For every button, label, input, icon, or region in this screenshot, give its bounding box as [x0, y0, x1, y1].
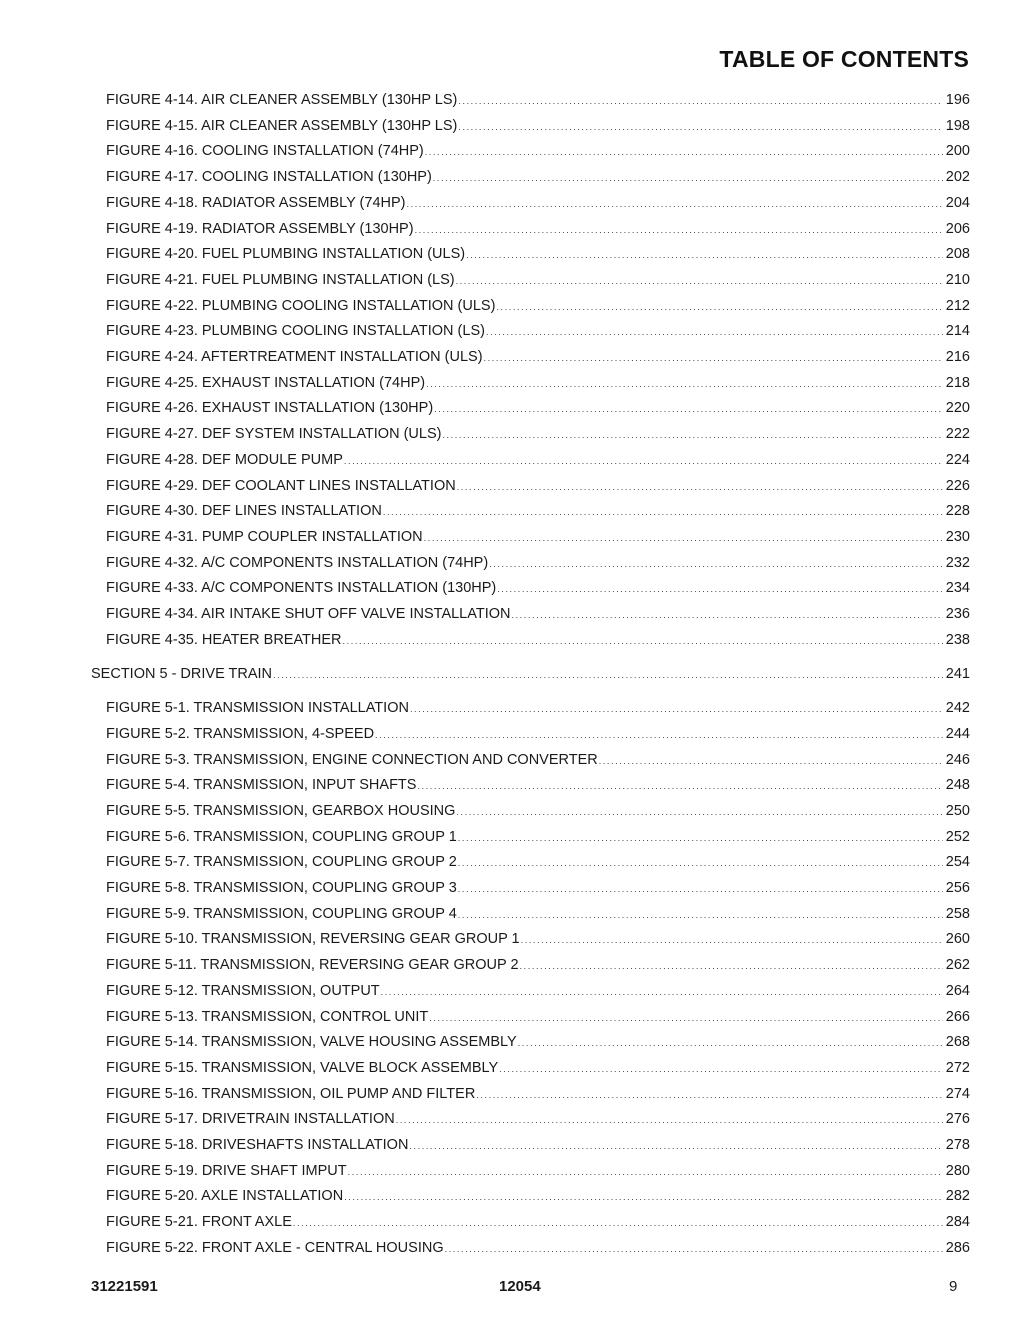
toc-dot-leader: [456, 803, 942, 821]
toc-entry-page-number: 254: [945, 854, 970, 871]
toc-dot-leader: [415, 221, 943, 239]
toc-figure-entry[interactable]: [106, 605, 970, 624]
toc-dot-leader: [409, 1137, 942, 1155]
toc-entry-page-number: 256: [945, 880, 970, 896]
toc-entry-label: FIGURE 5-2. TRANSMISSION, 4-SPEED: [106, 725, 375, 742]
toc-figure-entry[interactable]: [106, 879, 970, 898]
toc-dot-leader: [396, 1111, 943, 1129]
toc-entry-page-number: 252: [945, 828, 970, 845]
toc-dot-leader: [457, 478, 943, 496]
toc-figure-entry[interactable]: [106, 1008, 970, 1027]
toc-figure-entry[interactable]: [106, 502, 970, 521]
toc-figure-entry[interactable]: [106, 828, 970, 847]
toc-entry-page-number: 236: [945, 606, 970, 622]
toc-dot-leader: [434, 400, 943, 418]
toc-dot-leader: [344, 452, 943, 470]
toc-figure-entry[interactable]: [106, 802, 970, 821]
toc-dot-leader: [497, 580, 943, 598]
toc-entry-label: FIGURE 4-27. DEF SYSTEM INSTALLATION (ULS): [106, 426, 442, 443]
toc-dot-leader: [489, 555, 943, 573]
toc-entry-label: FIGURE 5-14. TRANSMISSION, VALVE HOUSING ASSEMBLY: [106, 1034, 517, 1051]
toc-entry-label: FIGURE 4-17. COOLING INSTALLATION (130HP): [106, 169, 432, 186]
toc-entry-label: FIGURE 4-20. FUEL PLUMBING INSTALLATION (ULS): [106, 246, 466, 263]
toc-dot-leader: [456, 272, 943, 290]
toc-dot-leader: [348, 1163, 943, 1181]
toc-entry-page-number: 204: [945, 194, 970, 211]
toc-entry-page-number: 214: [945, 323, 970, 340]
toc-entry-page-number: 284: [945, 1214, 970, 1231]
toc-entry-page-number: 198: [945, 117, 970, 134]
toc-figure-entry[interactable]: [106, 699, 970, 718]
toc-entry-label: FIGURE 4-14. AIR CLEANER ASSEMBLY (130HP LS): [106, 92, 458, 108]
toc-entry-page-number: 226: [945, 477, 970, 494]
toc-figure-entry[interactable]: [106, 554, 970, 573]
toc-dot-leader: [458, 906, 943, 924]
toc-entry-page-number: 244: [945, 725, 970, 742]
toc-figure-entry[interactable]: [106, 853, 970, 872]
toc-entry-label: FIGURE 5-12. TRANSMISSION, OUTPUT: [106, 982, 380, 999]
toc-entry-page-number: 216: [945, 349, 970, 365]
toc-figure-entry[interactable]: [106, 1239, 970, 1258]
toc-figure-entry[interactable]: [106, 751, 970, 770]
toc-figure-entry[interactable]: [106, 168, 970, 187]
toc-entry-page-number: 222: [945, 426, 970, 443]
toc-entry-page-number: 228: [945, 503, 970, 520]
toc-entry-page-number: 241: [945, 665, 970, 682]
toc-dot-leader: [466, 246, 943, 264]
footer-page-number: 9: [949, 1278, 958, 1295]
toc-figure-entry[interactable]: [106, 399, 970, 418]
toc-entry-page-number: 210: [945, 271, 970, 288]
toc-dot-leader: [424, 529, 943, 547]
toc-figure-entry[interactable]: [106, 297, 970, 316]
toc-entry-page-number: 234: [945, 580, 970, 597]
toc-entry-label: FIGURE 5-4. TRANSMISSION, INPUT SHAFTS: [106, 777, 417, 794]
toc-dot-leader: [599, 752, 943, 770]
toc-dot-leader: [458, 829, 943, 847]
toc-entry-label: FIGURE 4-26. EXHAUST INSTALLATION (130HP): [106, 400, 434, 417]
toc-figure-entry[interactable]: [106, 1136, 970, 1155]
toc-entry-label: FIGURE 4-25. EXHAUST INSTALLATION (74HP): [106, 374, 426, 391]
toc-dot-leader: [458, 880, 943, 898]
toc-dot-leader: [426, 375, 943, 393]
toc-entry-label: FIGURE 5-6. TRANSMISSION, COUPLING GROUP 1: [106, 828, 457, 845]
toc-dot-leader: [442, 426, 942, 444]
toc-entry-label: FIGURE 5-10. TRANSMISSION, REVERSING GEAR GROUP 1: [106, 931, 520, 948]
footer-document-number: 31221591: [91, 1278, 158, 1295]
toc-figure-entry[interactable]: [106, 776, 970, 795]
toc-entry-page-number: 242: [945, 700, 970, 717]
toc-entry-page-number: 218: [945, 374, 970, 391]
toc-entry-label: FIGURE 4-28. DEF MODULE PUMP: [106, 451, 343, 468]
toc-figure-entry[interactable]: [106, 631, 970, 650]
toc-dot-leader: [273, 666, 943, 684]
toc-dot-leader: [375, 726, 943, 744]
toc-entry-label: FIGURE 4-19. RADIATOR ASSEMBLY (130HP): [106, 220, 414, 237]
toc-figure-entry[interactable]: [106, 271, 970, 290]
toc-dot-leader: [425, 143, 943, 161]
toc-figure-entry[interactable]: [106, 956, 970, 975]
toc-entry-label: FIGURE 5-9. TRANSMISSION, COUPLING GROUP 4: [106, 905, 457, 922]
toc-entry-page-number: 250: [945, 802, 970, 819]
toc-entry-label: FIGURE 4-29. DEF COOLANT LINES INSTALLATION: [106, 477, 456, 494]
toc-dot-leader: [486, 323, 943, 341]
toc-entry-label: FIGURE 4-23. PLUMBING COOLING INSTALLATION (LS): [106, 323, 485, 340]
toc-figure-entry[interactable]: [106, 1085, 970, 1104]
toc-entry-label: SECTION 5 - DRIVE TRAIN: [91, 665, 273, 682]
toc-entry-page-number: 238: [945, 631, 970, 648]
toc-entry-label: FIGURE 4-16. COOLING INSTALLATION (74HP): [106, 143, 424, 160]
toc-dot-leader: [293, 1214, 943, 1232]
toc-figure-entry[interactable]: [106, 477, 970, 496]
toc-entry-label: FIGURE 4-34. AIR INTAKE SHUT OFF VALVE INSTALLATION: [106, 606, 511, 622]
toc-entry-label: FIGURE 5-22. FRONT AXLE - CENTRAL HOUSING: [106, 1239, 444, 1256]
toc-entry-page-number: 200: [945, 143, 970, 160]
toc-figure-entry[interactable]: [106, 905, 970, 924]
toc-entry-label: FIGURE 5-20. AXLE INSTALLATION: [106, 1188, 344, 1205]
toc-entry-label: FIGURE 5-13. TRANSMISSION, CONTROL UNIT: [106, 1008, 429, 1025]
toc-entry-page-number: 232: [945, 554, 970, 571]
toc-entry-label: FIGURE 5-3. TRANSMISSION, ENGINE CONNECTION AND CONVERTER: [106, 751, 598, 768]
toc-entry-label: FIGURE 5-18. DRIVESHAFTS INSTALLATION: [106, 1137, 409, 1153]
toc-entry-page-number: 208: [945, 246, 970, 263]
toc-figure-entry[interactable]: [106, 982, 970, 1001]
toc-figure-entry[interactable]: [106, 1162, 970, 1181]
toc-dot-leader: [344, 1188, 943, 1206]
toc-dot-leader: [458, 854, 943, 872]
toc-figure-entry[interactable]: [106, 348, 970, 367]
toc-entry-label: FIGURE 4-22. PLUMBING COOLING INSTALLATION (ULS): [106, 297, 496, 314]
toc-dot-leader: [518, 1034, 943, 1052]
toc-dot-leader: [383, 503, 943, 521]
toc-figure-entry[interactable]: [106, 451, 970, 470]
toc-figure-entry[interactable]: [106, 725, 970, 744]
toc-figure-entry[interactable]: [106, 91, 970, 110]
toc-entry-page-number: 272: [945, 1059, 970, 1076]
toc-entry-page-number: 278: [945, 1137, 970, 1153]
toc-entry-label: FIGURE 5-7. TRANSMISSION, COUPLING GROUP 2: [106, 854, 457, 871]
toc-entry-label: FIGURE 5-19. DRIVE SHAFT IMPUT: [106, 1162, 347, 1179]
toc-entry-label: FIGURE 5-5. TRANSMISSION, GEARBOX HOUSING: [106, 802, 456, 819]
toc-entry-label: FIGURE 4-15. AIR CLEANER ASSEMBLY (130HP LS): [106, 117, 458, 134]
toc-entry-page-number: 206: [945, 220, 970, 237]
toc-entry-label: FIGURE 4-32. A/C COMPONENTS INSTALLATION (74HP): [106, 554, 489, 571]
toc-entry-page-number: 258: [945, 905, 970, 922]
toc-entry-label: FIGURE 4-30. DEF LINES INSTALLATION: [106, 503, 382, 520]
toc-figure-entry[interactable]: [106, 220, 970, 239]
toc-entry-label: FIGURE 4-33. A/C COMPONENTS INSTALLATION (130HP): [106, 580, 497, 597]
toc-entry-label: FIGURE 4-31. PUMP COUPLER INSTALLATION: [106, 528, 423, 545]
toc-dot-leader: [484, 349, 943, 367]
toc-entry-label: FIGURE 5-17. DRIVETRAIN INSTALLATION: [106, 1111, 395, 1128]
toc-dot-leader: [429, 1009, 943, 1027]
toc-entry-page-number: 262: [945, 957, 970, 974]
toc-dot-leader: [343, 632, 943, 650]
toc-entry-page-number: 286: [945, 1239, 970, 1256]
toc-figure-entry[interactable]: [106, 1033, 970, 1052]
toc-entry-page-number: 260: [945, 931, 970, 948]
toc-entry-page-number: 224: [945, 451, 970, 468]
toc-figure-entry[interactable]: [106, 1059, 970, 1078]
toc-figure-entry[interactable]: [106, 117, 970, 136]
toc-figure-entry[interactable]: [106, 245, 970, 264]
toc-entry-label: FIGURE 4-18. RADIATOR ASSEMBLY (74HP): [106, 194, 406, 211]
toc-dot-leader: [417, 777, 942, 795]
toc-entry-page-number: 276: [945, 1111, 970, 1128]
footer-serial-number: 12054: [499, 1278, 541, 1295]
toc-dot-leader: [496, 298, 942, 316]
toc-dot-leader: [458, 118, 942, 136]
toc-entry-label: FIGURE 4-21. FUEL PLUMBING INSTALLATION (LS): [106, 271, 455, 288]
toc-entry-page-number: 266: [945, 1008, 970, 1025]
toc-section-entry[interactable]: [91, 665, 970, 684]
toc-entry-page-number: 268: [945, 1034, 970, 1051]
toc-entry-page-number: 264: [945, 982, 970, 999]
toc-entry-page-number: 202: [945, 169, 970, 186]
toc-dot-leader: [410, 700, 943, 718]
toc-figure-entry[interactable]: [106, 425, 970, 444]
toc-entry-label: FIGURE 4-24. AFTERTREATMENT INSTALLATION (ULS): [106, 349, 483, 365]
toc-entry-label: FIGURE 5-11. TRANSMISSION, REVERSING GEAR GROUP 2: [106, 957, 519, 974]
toc-dot-leader: [433, 169, 943, 187]
toc-dot-leader: [521, 931, 943, 949]
toc-entry-label: FIGURE 5-15. TRANSMISSION, VALVE BLOCK ASSEMBLY: [106, 1059, 499, 1076]
toc-dot-leader: [511, 606, 942, 624]
toc-figure-entry[interactable]: [106, 142, 970, 161]
toc-figure-entry[interactable]: [106, 374, 970, 393]
toc-figure-entry[interactable]: [106, 1110, 970, 1129]
toc-entry-page-number: 282: [945, 1188, 970, 1205]
toc-dot-leader: [445, 1240, 943, 1258]
toc-entry-page-number: 220: [945, 400, 970, 417]
toc-entry-page-number: 212: [945, 297, 970, 314]
toc-figure-entry[interactable]: [106, 930, 970, 949]
toc-entry-label: FIGURE 5-21. FRONT AXLE: [106, 1214, 292, 1231]
toc-entry-page-number: 246: [945, 751, 970, 768]
toc-figure-entry[interactable]: [106, 1187, 970, 1206]
toc-entry-label: FIGURE 5-16. TRANSMISSION, OIL PUMP AND FILTER: [106, 1085, 476, 1102]
toc-dot-leader: [499, 1060, 943, 1078]
toc-dot-leader: [520, 957, 943, 975]
toc-figure-entry[interactable]: [106, 194, 970, 213]
toc-entry-page-number: 248: [945, 777, 970, 794]
toc-dot-leader: [458, 92, 942, 110]
page-title: TABLE OF CONTENTS: [719, 46, 969, 72]
toc-figure-entry[interactable]: [106, 322, 970, 341]
toc-entry-label: FIGURE 5-1. TRANSMISSION INSTALLATION: [106, 700, 409, 717]
toc-entry-page-number: 230: [945, 528, 970, 545]
toc-entry-page-number: 280: [945, 1162, 970, 1179]
toc-figure-entry[interactable]: [106, 1213, 970, 1232]
toc-figure-entry[interactable]: [106, 528, 970, 547]
toc-figure-entry[interactable]: [106, 579, 970, 598]
toc-entry-page-number: 274: [945, 1085, 970, 1102]
toc-dot-leader: [381, 983, 943, 1001]
toc-entry-label: FIGURE 5-8. TRANSMISSION, COUPLING GROUP 3: [106, 880, 457, 896]
toc-dot-leader: [407, 195, 943, 213]
toc-entry-label: FIGURE 4-35. HEATER BREATHER: [106, 631, 342, 648]
toc-dot-leader: [476, 1086, 943, 1104]
toc-entry-page-number: 196: [945, 92, 970, 108]
